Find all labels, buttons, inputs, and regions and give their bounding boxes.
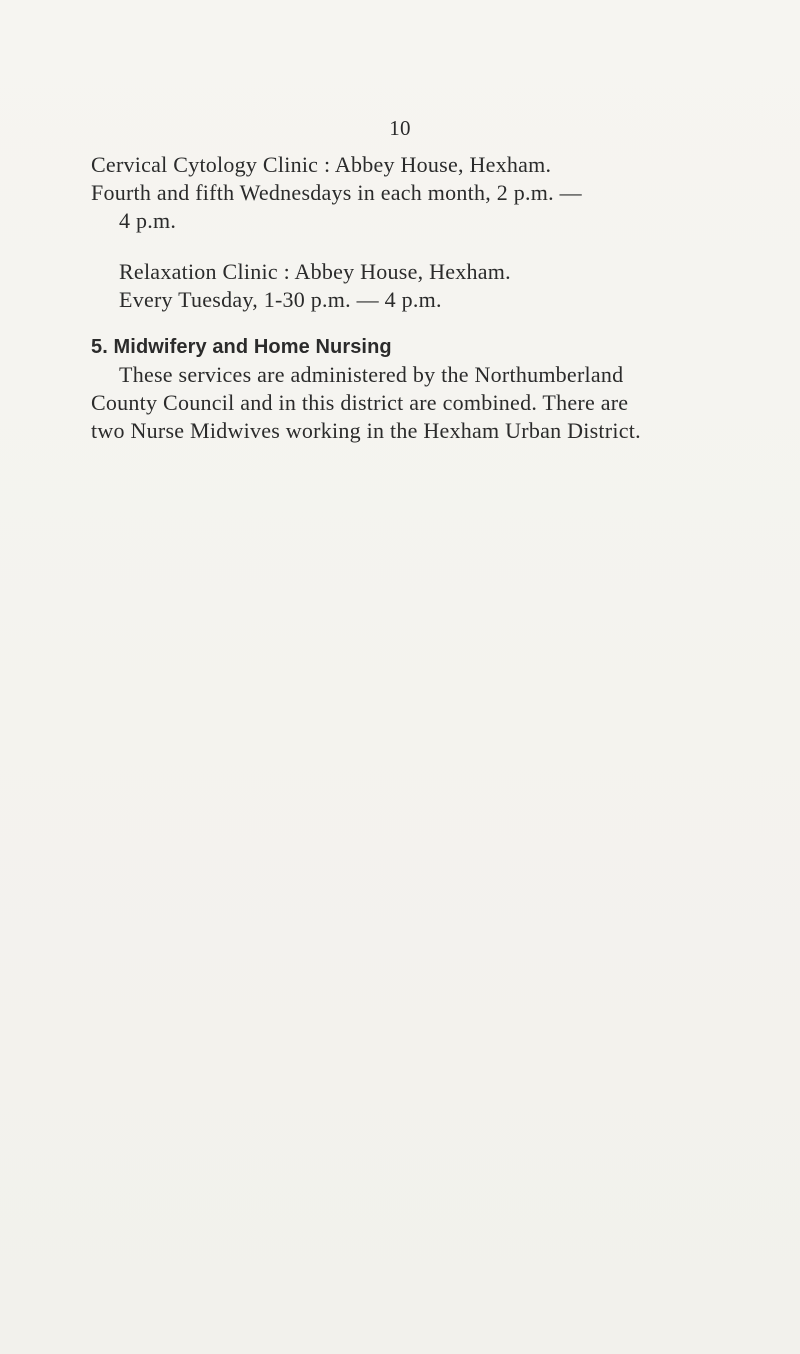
section-heading: 5. Midwifery and Home Nursing bbox=[91, 336, 392, 358]
paragraph-line-2: County Council and in this district are combined. There are bbox=[91, 390, 629, 415]
cervical-clinic-end-time: 4 p.m. bbox=[119, 208, 177, 233]
page-number: 10 bbox=[389, 116, 411, 140]
cervical-cytology-clinic-block bbox=[91, 151, 751, 235]
relaxation-clinic-schedule: Every Tuesday, 1-30 p.m. — 4 p.m. bbox=[119, 287, 442, 312]
paragraph-line-3: two Nurse Midwives working in the Hexham Urban District. bbox=[91, 418, 641, 443]
relaxation-clinic-location: Relaxation Clinic : Abbey House, Hexham. bbox=[119, 259, 511, 284]
relaxation-clinic-block bbox=[91, 258, 751, 314]
cervical-clinic-schedule: Fourth and fifth Wednesdays in each month, 2 p.m. — bbox=[91, 180, 582, 205]
section-paragraph bbox=[91, 361, 751, 445]
section-midwifery-home-nursing bbox=[91, 333, 751, 445]
cervical-clinic-location: Cervical Cytology Clinic : Abbey House, Hexham. bbox=[91, 152, 552, 177]
paragraph-line-1: These services are administered by the Northumberland bbox=[119, 362, 624, 387]
